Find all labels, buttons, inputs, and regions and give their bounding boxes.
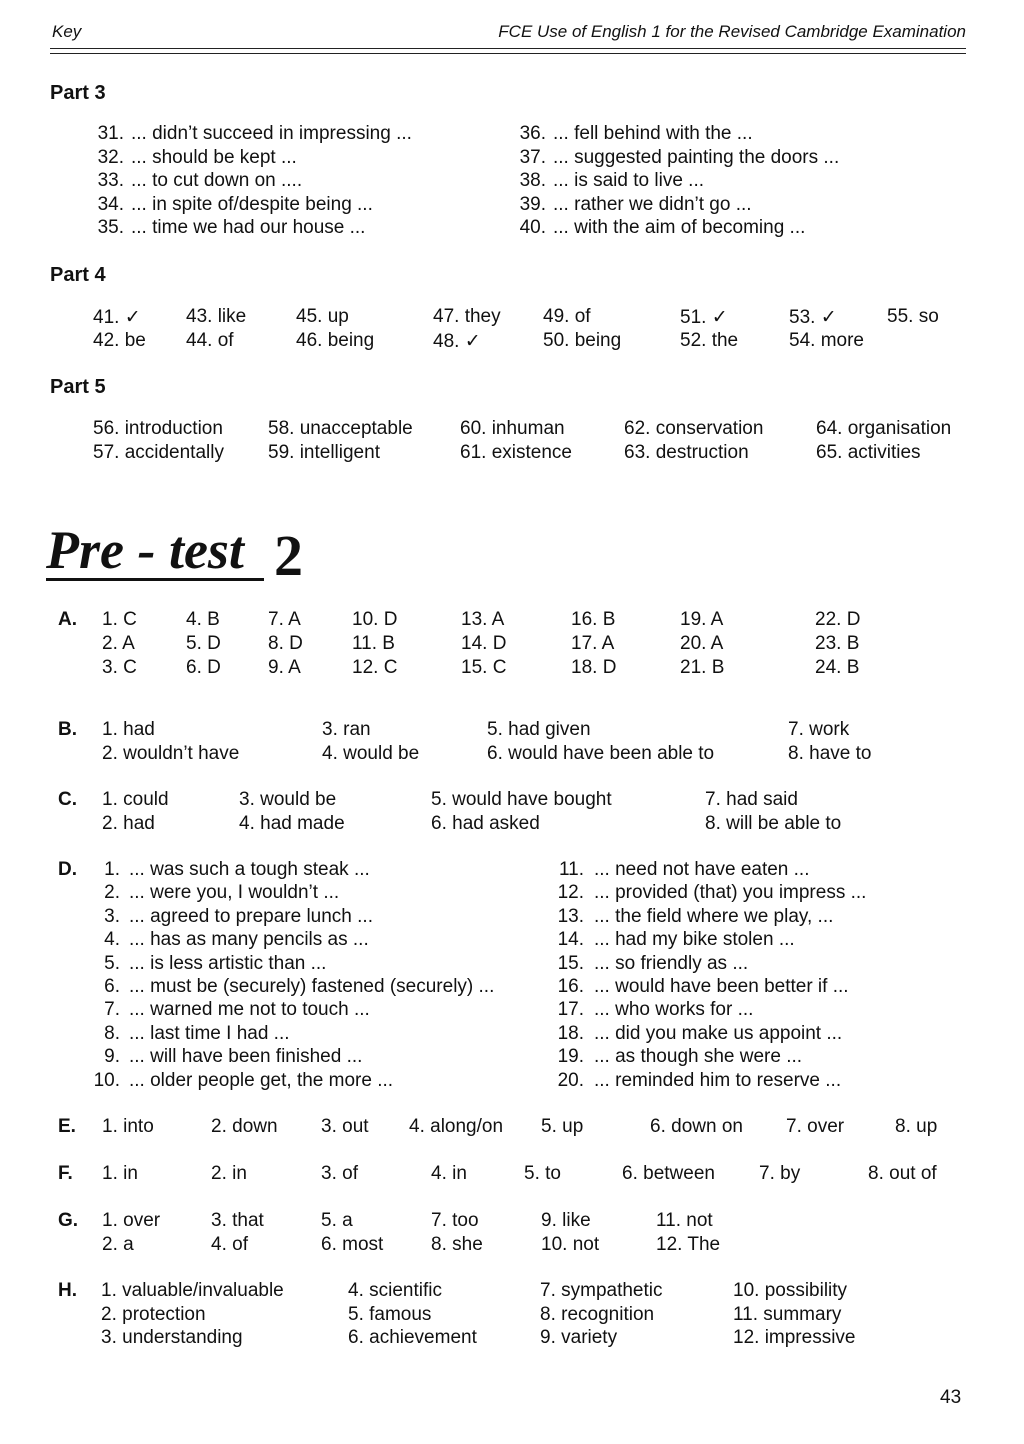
answer-item: 23. B [815,633,860,654]
answer-number: 39. [519,193,546,215]
answer-number: 5. [104,952,120,974]
answer-item: 46. being [296,330,375,351]
answer-item: ... provided (that) you impress ... [594,882,867,904]
answer-item: 2. protection [101,1303,206,1325]
answer-item: 1. C [102,609,137,630]
answer-item: 5. D [186,633,221,654]
answer-item: 2. a [102,1234,134,1255]
answer-item: 50. being [543,330,622,351]
answer-item: 1. in [102,1163,138,1184]
answer-item: 8. will be able to [705,813,842,834]
answer-number: 18. [557,1022,584,1044]
section-h-label: H. [58,1280,77,1301]
answer-item: 11. summary [733,1303,842,1325]
answer-item: ... so friendly as ... [594,952,749,974]
answer-item: 54. more [789,330,864,351]
answer-item: 8. out of [868,1163,937,1184]
answer-item: ... with the aim of becoming ... [553,217,806,238]
answer-item: 4. along/on [409,1116,504,1137]
answer-item: 13. A [461,609,505,630]
answer-number: 34. [97,193,124,215]
answer-item: 16. B [571,609,616,630]
answer-item: 6. down on [650,1116,743,1137]
answer-item: ... as though she were ... [594,1046,803,1068]
answer-item: 1. over [102,1210,161,1231]
answer-item: 52. the [680,330,739,351]
answer-item: ... to cut down on .... [131,170,303,191]
section-f-label: F. [58,1163,73,1184]
header-rule [50,48,966,49]
answer-number: 12. [557,882,584,904]
answer-item: ... is said to live ... [553,170,704,191]
answer-item: 5. had given [487,719,591,740]
answer-number: 14. [557,929,584,951]
answer-number: 19. [557,1046,584,1068]
section-b-label: B. [58,719,77,740]
answer-item: 3. would be [239,789,337,810]
answer-item: ... agreed to prepare lunch ... [129,905,373,927]
answer-item: ... time we had our house ... [131,217,366,238]
answer-item: ... last time I had ... [129,1022,290,1044]
section-g-label: G. [58,1210,79,1231]
answer-number: 36. [519,123,546,144]
answer-item: 2. in [211,1163,247,1184]
answer-item: ... will have been finished ... [129,1046,363,1068]
answer-item: 5. a [321,1210,353,1231]
header-section-label: Key [52,22,82,41]
answer-item: ... must be (securely) fastened (securely) ... [129,976,495,997]
page-number: 43 [940,1387,962,1408]
answer-item: 1. into [102,1116,154,1137]
answer-item: 4. scientific [348,1280,442,1301]
answer-item: 56. introduction [93,418,223,439]
answer-item: ... was such a tough steak ... [129,859,370,880]
answer-item: 3. ran [322,719,371,740]
answer-item: 43. like [186,306,247,327]
answer-item: 42. be [93,330,146,351]
answer-number: 6. [104,976,120,997]
answer-item: 12. impressive [733,1327,856,1348]
answer-item: ... would have been better if ... [594,976,849,997]
answer-item: ... suggested painting the doors ... [553,146,840,168]
answer-item: 8. have to [788,743,872,764]
answer-item: 48. ✓ [433,331,481,352]
answer-item: 8. D [268,633,303,654]
answer-item: 12. The [656,1234,721,1255]
pretest-heading-underline [46,578,264,581]
section-d-label: D. [58,859,77,880]
answer-item: 18. D [571,657,617,678]
answer-item: 10. possibility [733,1280,848,1301]
pretest-heading-number: 2 [274,523,303,588]
section-a-label: A. [58,609,77,630]
answer-item: 22. D [815,609,861,630]
part3-title: Part 3 [50,82,106,104]
header-rule-thin [50,53,966,54]
answer-item: 57. accidentally [93,442,224,463]
answer-item: 41. ✓ [93,307,141,328]
answer-item: 12. C [352,657,398,678]
answer-item: 15. C [461,657,507,678]
answer-number: 31. [97,123,124,144]
answer-item: ... in spite of/despite being ... [131,193,373,215]
answer-item: 1. had [102,719,155,740]
answer-item: 4. B [186,609,220,630]
answer-item: ... the field where we play, ... [594,905,834,927]
answer-number: 2. [104,882,120,904]
answer-number: 13. [557,905,584,927]
answer-item: 10. D [352,609,398,630]
answer-item: ... reminded him to reserve ... [594,1069,842,1091]
answer-number: 15. [557,952,584,974]
answer-item: 2. A [102,633,135,654]
answer-item: 9. variety [540,1327,618,1348]
answer-item: 1. could [102,789,169,810]
answer-item: 58. unacceptable [268,418,413,439]
answer-item: 11. not [656,1210,713,1231]
answer-item: 8. up [895,1116,938,1137]
answer-item: 20. A [680,633,724,654]
answer-item: 4. of [211,1234,248,1255]
answer-item: 51. ✓ [680,307,728,328]
answer-item: 11. B [352,633,395,654]
answer-item: ... fell behind with the ... [553,123,753,144]
answer-number: 40. [519,217,546,238]
answer-item: 21. B [680,657,725,678]
answer-item: 47. they [433,306,501,327]
answer-item: 6. most [321,1234,384,1255]
answer-item: 3. understanding [101,1327,243,1348]
answer-item: 7. by [759,1163,801,1184]
answer-item: ... has as many pencils as ... [129,929,369,951]
answer-item: 65. activities [816,442,921,463]
answer-item: 61. existence [460,442,572,463]
answer-item: 19. A [680,609,724,630]
answer-item: 7. over [786,1116,845,1137]
answer-item: ... who works for ... [594,999,754,1021]
answer-item: 3. of [321,1163,358,1184]
answer-number: 17. [557,999,584,1021]
answer-item: 3. out [321,1116,369,1137]
answer-item: 8. recognition [540,1303,655,1325]
answer-item: 14. D [461,633,507,654]
answer-item: 2. wouldn’t have [102,743,240,764]
answer-number: 3. [104,905,120,927]
answer-item: 7. had said [705,789,798,810]
answer-number: 7. [104,999,120,1021]
header-book-title: FCE Use of English 1 for the Revised Cambridge Examination [498,22,966,41]
answer-item: ... older people get, the more ... [129,1069,394,1091]
answer-item: 5. famous [348,1303,432,1325]
answer-item: 3. C [102,657,137,678]
answer-item: ... should be kept ... [131,146,297,168]
answer-item: 4. in [431,1163,467,1184]
answer-item: ... warned me not to touch ... [129,999,370,1021]
answer-item: 7. sympathetic [540,1280,663,1301]
answer-item: 6. had asked [431,813,540,834]
answer-item: 53. ✓ [789,307,837,328]
answer-item: 7. A [268,609,301,630]
part5-title: Part 5 [50,376,106,398]
answer-item: 9. A [268,657,301,678]
answer-item: ... need not have eaten ... [594,859,810,880]
answer-item: 2. had [102,813,155,834]
answer-item: 5. would have bought [431,789,612,810]
answer-item: 3. that [211,1210,264,1231]
answer-number: 16. [557,976,584,997]
section-e-label: E. [58,1116,76,1137]
answer-item: 2. down [211,1116,278,1137]
answer-item: ... is less artistic than ... [129,952,327,974]
answer-number: 11. [558,859,584,880]
answer-item: 6. between [622,1163,715,1184]
answer-number: 8. [104,1022,120,1044]
answer-item: ... had my bike stolen ... [594,929,795,951]
answer-item: 17. A [571,633,615,654]
answer-number: 4. [104,929,120,951]
answer-item: 5. up [541,1116,584,1137]
answer-item: 59. intelligent [268,442,380,463]
answer-item: 4. would be [322,743,420,764]
answer-item: 9. like [541,1210,591,1231]
answer-item: ... did you make us appoint ... [594,1022,843,1044]
answer-number: 35. [97,217,124,238]
answer-number: 1. [104,859,120,880]
answer-item: 5. to [524,1163,561,1184]
answer-item: 45. up [296,306,349,327]
answer-item: 7. too [431,1210,479,1231]
pretest-heading-word: Pre - test [46,520,244,580]
answer-number: 32. [97,146,124,168]
answer-number: 38. [519,170,546,191]
answer-item: 64. organisation [816,418,952,439]
answer-item: 1. valuable/invaluable [101,1280,284,1301]
answer-item: ... rather we didn’t go ... [553,193,752,215]
answer-item: 24. B [815,657,860,678]
answer-item: 6. would have been able to [487,743,715,764]
answer-number: 33. [97,170,124,191]
answer-item: 8. she [431,1234,483,1255]
answer-item: 62. conservation [624,418,764,439]
answer-item: 55. so [887,306,939,327]
answer-item: 63. destruction [624,442,749,463]
answer-number: 37. [519,146,546,168]
part4-title: Part 4 [50,264,106,286]
answer-item: 10. not [541,1234,600,1255]
answer-item: 49. of [543,306,591,327]
answer-item: 6. D [186,657,221,678]
answer-number: 10. [93,1069,120,1091]
answer-item: 6. achievement [348,1327,477,1348]
answer-item: 60. inhuman [460,418,565,439]
answer-item: ... were you, I wouldn’t ... [129,882,340,904]
answer-number: 20. [557,1069,584,1091]
answer-item: 4. had made [239,813,345,834]
answer-item: 7. work [788,719,850,740]
answer-number: 9. [104,1046,120,1068]
answer-item: 44. of [186,330,234,351]
answer-item: ... didn’t succeed in impressing ... [131,123,412,144]
section-c-label: C. [58,789,77,810]
